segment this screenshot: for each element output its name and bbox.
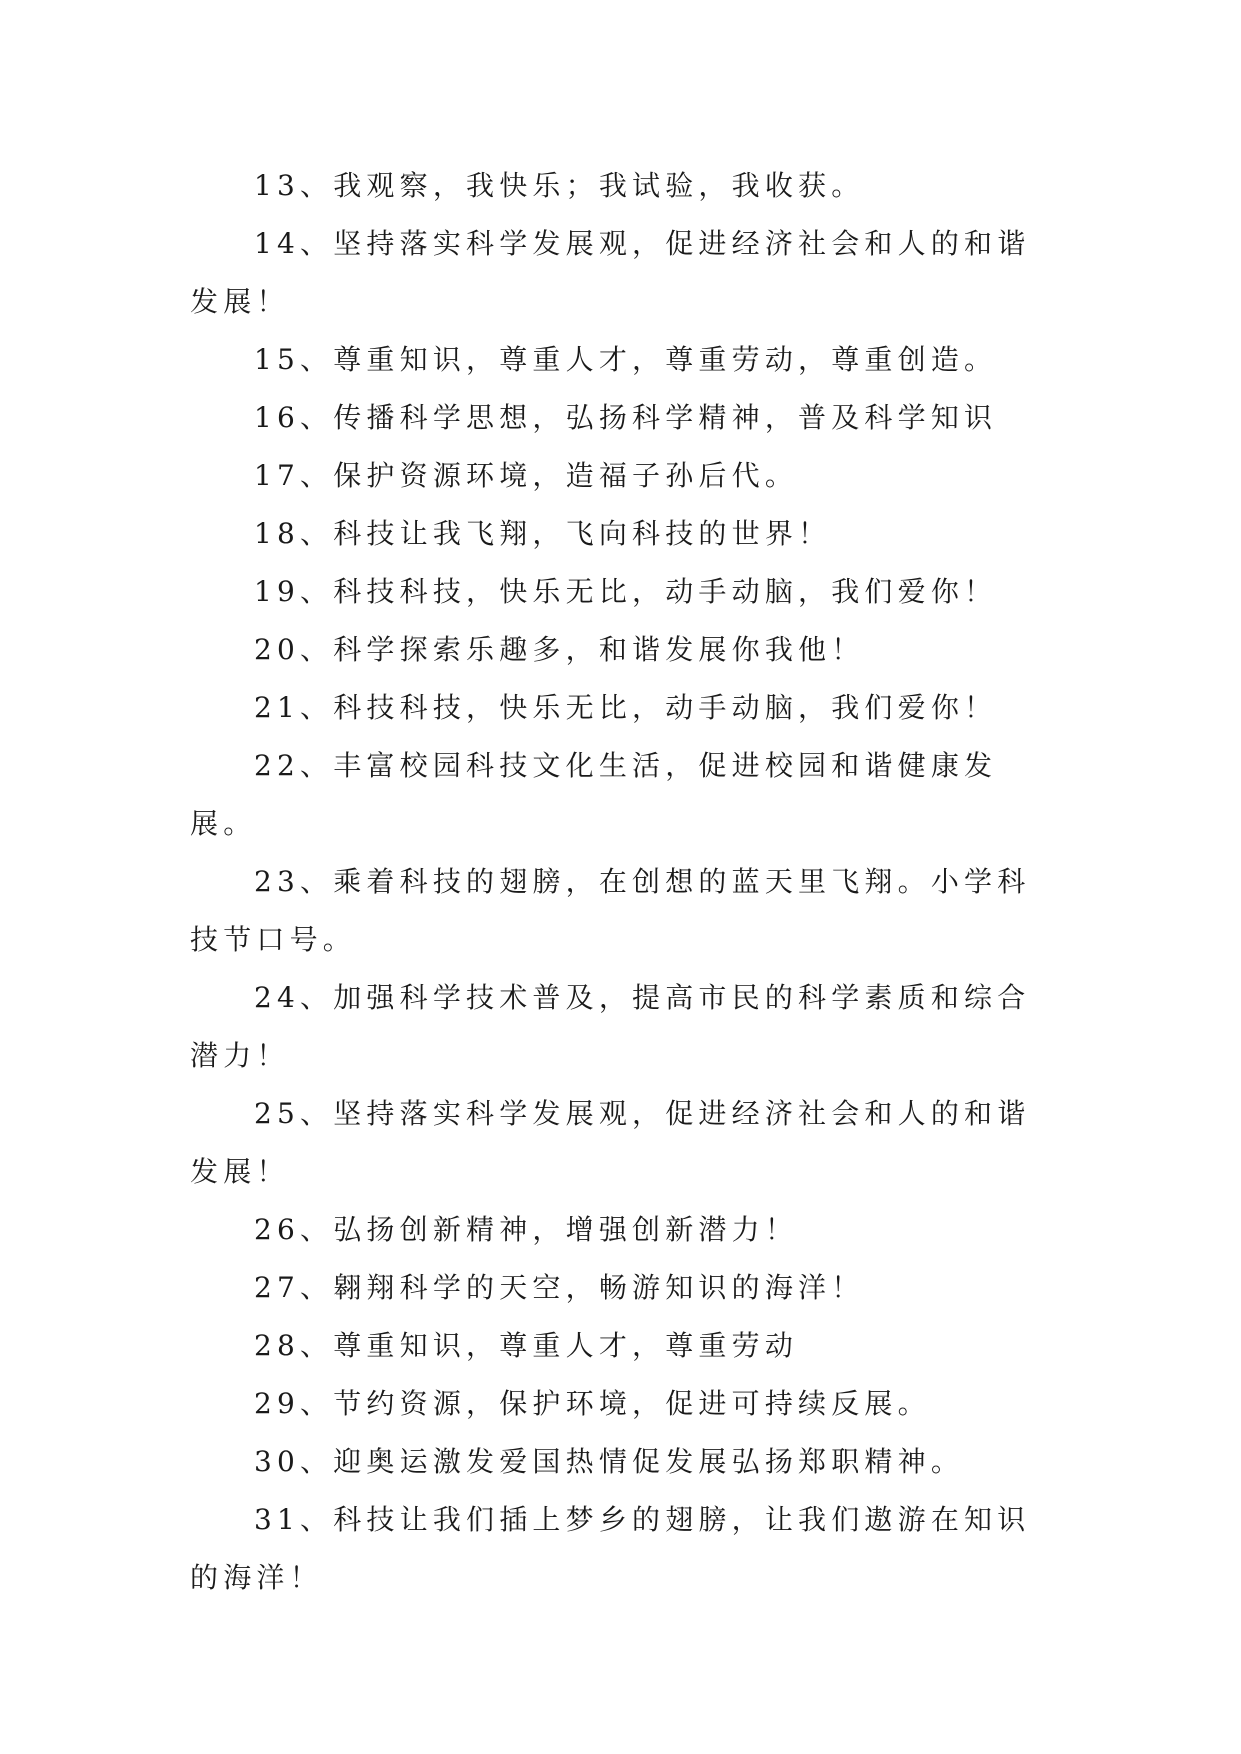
slogan-25: 25、坚持落实科学发展观，促进经济社会和人的和谐发展！ — [190, 1097, 1031, 1188]
slogan-26: 26、弘扬创新精神，增强创新潜力！ — [254, 1213, 799, 1246]
slogan-30: 30、迎奥运激发爱国热情促发展弘扬郑职精神。 — [254, 1445, 965, 1478]
slogan-15: 15、尊重知识，尊重人才，尊重劳动，尊重创造。 — [254, 343, 998, 376]
slogan-17: 17、保护资源环境，造福子孙后代。 — [254, 459, 799, 492]
slogan-13: 13、我观察，我快乐；我试验，我收获。 — [254, 169, 865, 202]
slogan-31: 31、科技让我们插上梦乡的翅膀，让我们遨游在知识的海洋！ — [190, 1503, 1031, 1594]
slogan-29: 29、节约资源，保护环境，促进可持续反展。 — [254, 1387, 931, 1420]
slogan-23: 23、乘着科技的翅膀，在创想的蓝天里飞翔。小学科技节口号。 — [190, 865, 1031, 956]
slogan-14: 14、坚持落实科学发展观，促进经济社会和人的和谐发展！ — [190, 227, 1031, 318]
slogan-24: 24、加强科学技术普及，提高市民的科学素质和综合潜力！ — [190, 981, 1031, 1072]
slogan-28: 28、尊重知识，尊重人才，尊重劳动 — [254, 1329, 799, 1362]
slogan-18: 18、科技让我飞翔，飞向科技的世界！ — [254, 517, 832, 550]
slogan-20: 20、科学探索乐趣多，和谐发展你我他！ — [254, 633, 865, 666]
slogan-16: 16、传播科学思想，弘扬科学精神，普及科学知识 — [254, 401, 998, 434]
slogan-27: 27、翱翔科学的天空，畅游知识的海洋！ — [254, 1271, 865, 1304]
slogan-19: 19、科技科技，快乐无比，动手动脑，我们爱你！ — [254, 575, 998, 608]
slogan-22: 22、丰富校园科技文化生活，促进校园和谐健康发展。 — [190, 749, 998, 840]
slogan-21: 21、科技科技，快乐无比，动手动脑，我们爱你！ — [254, 691, 998, 724]
slogan-list — [190, 157, 1060, 1607]
